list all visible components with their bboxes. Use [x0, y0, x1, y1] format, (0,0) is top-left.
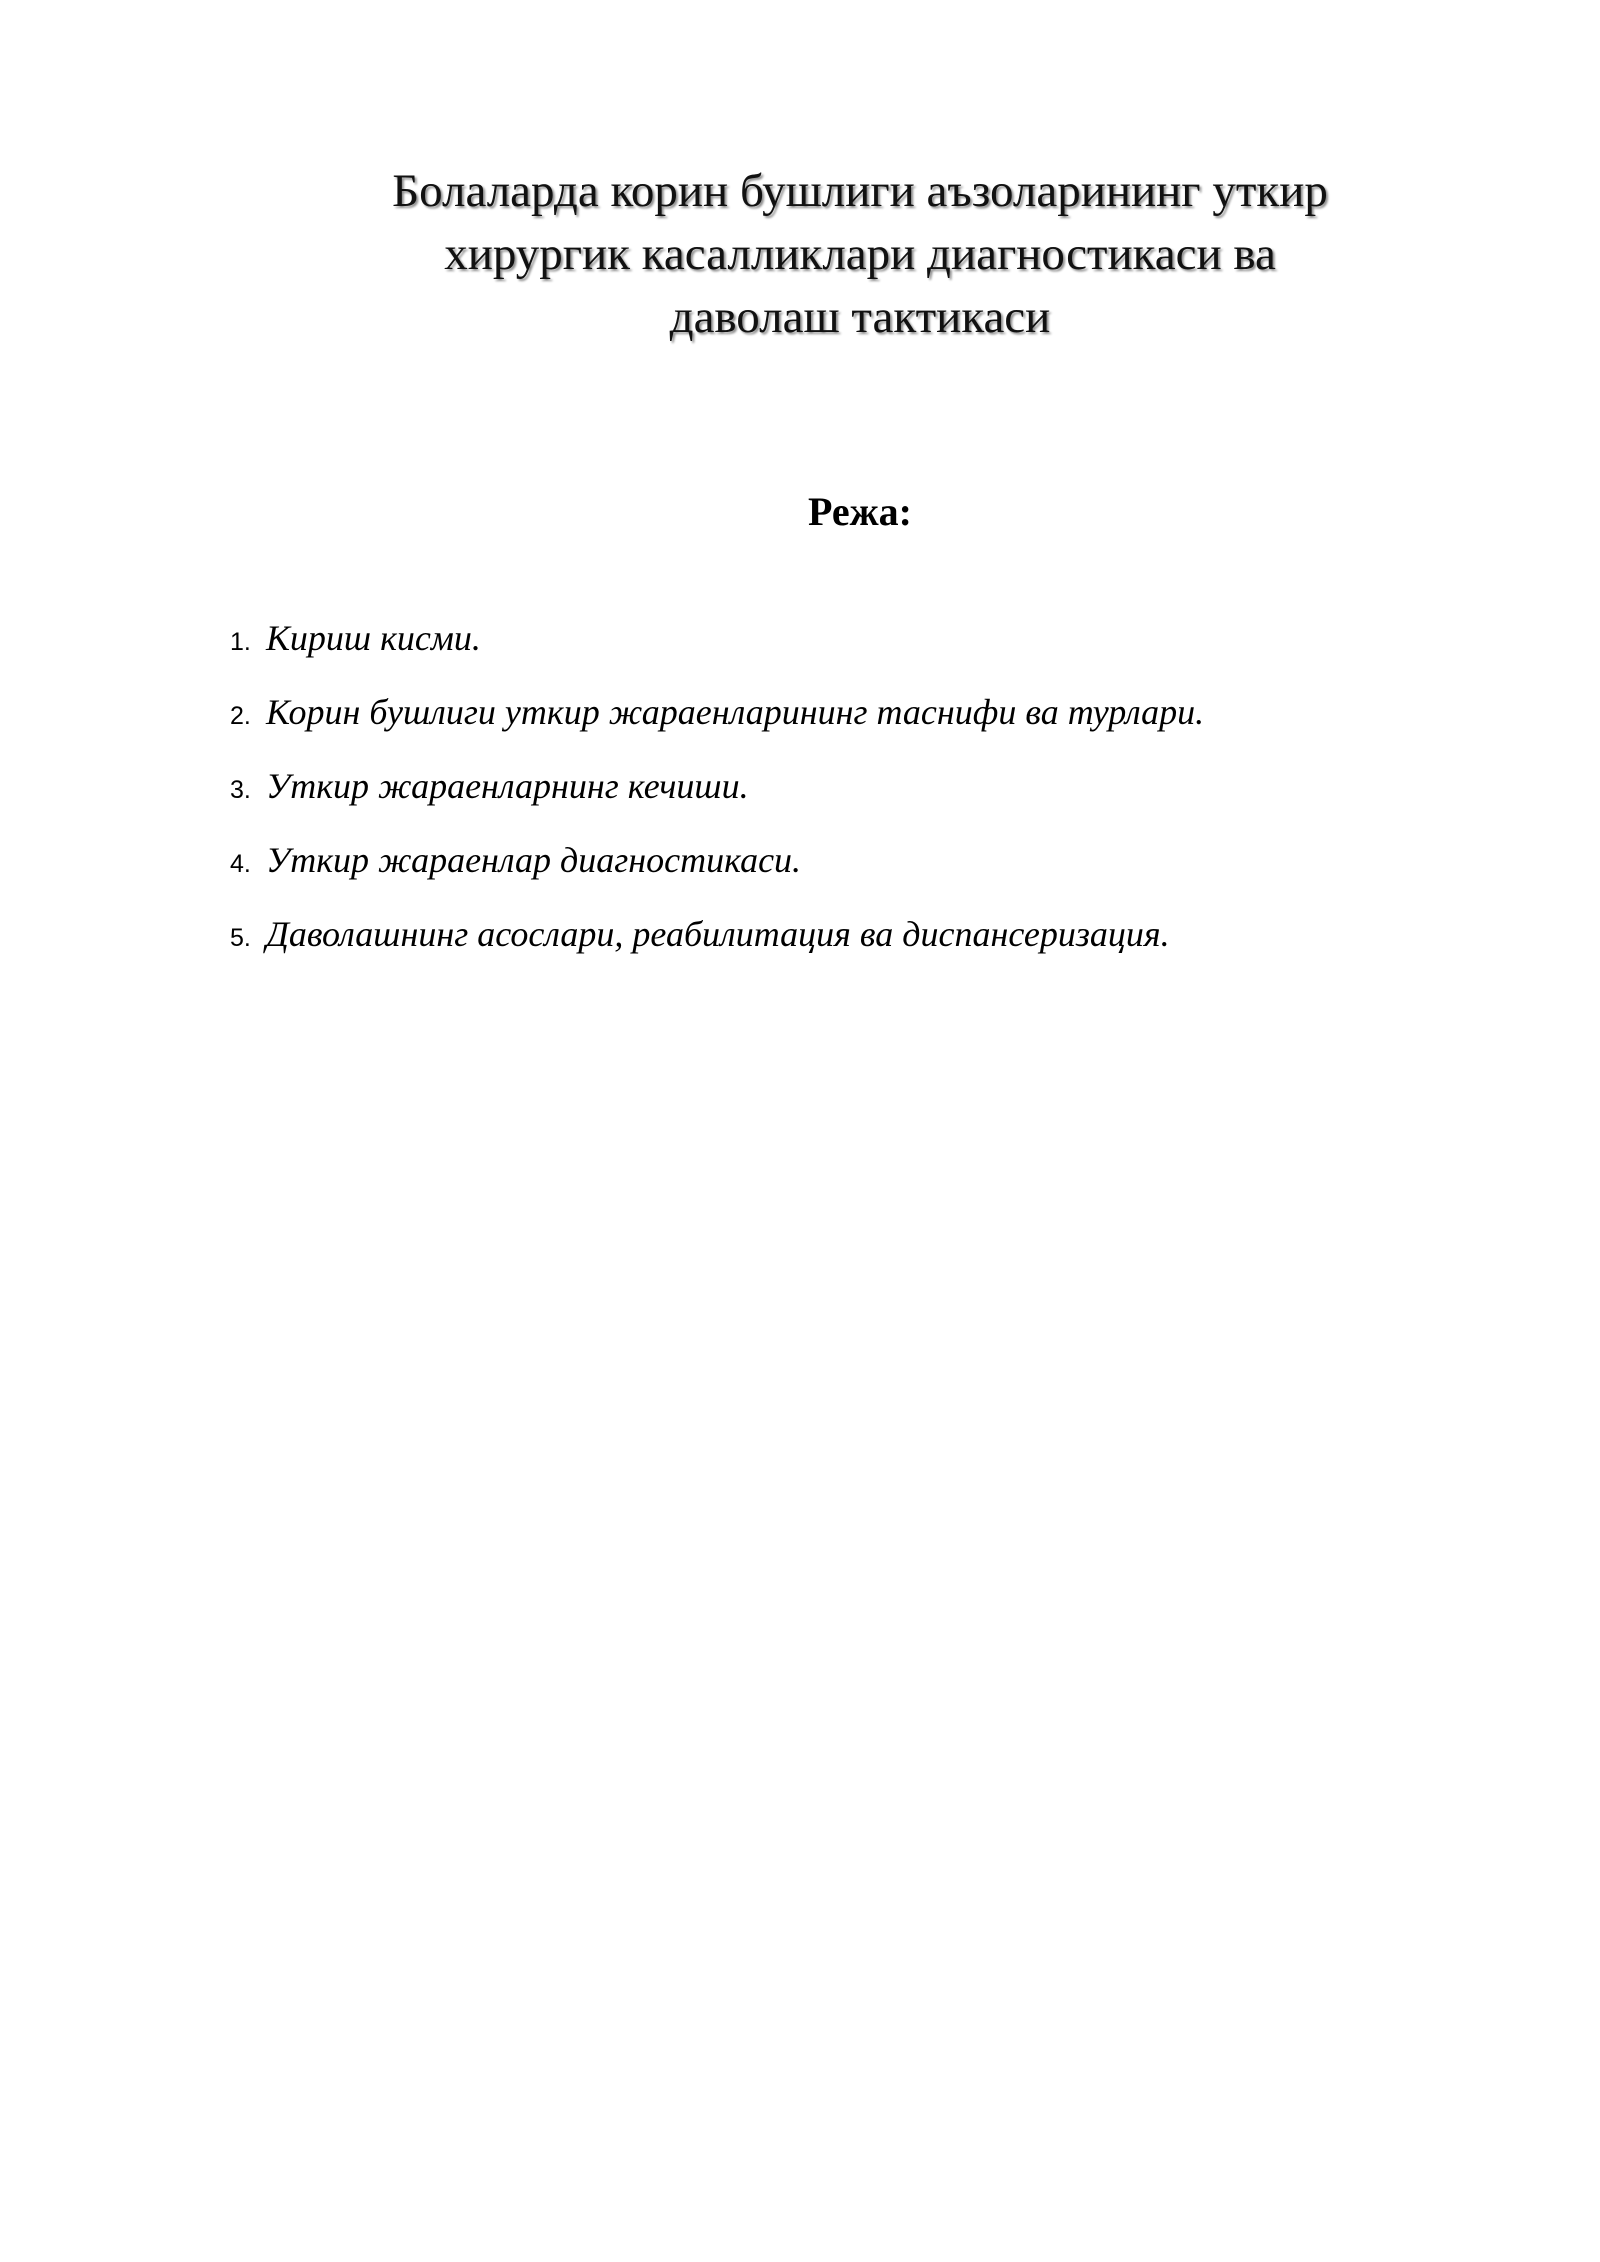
plan-item-text: Кириш кисми. — [266, 618, 481, 658]
plan-item — [230, 906, 1530, 980]
plan-item-number: 5. — [230, 924, 251, 952]
plan-item — [230, 758, 1530, 832]
plan-item-text: Уткир жараенларнинг кечиши. — [266, 766, 749, 806]
document-title — [200, 160, 1520, 349]
plan-item-text: Уткир жараенлар диагностикаси. — [266, 840, 802, 880]
plan-heading: Режа: — [808, 489, 912, 534]
title-line-1: Болаларда корин бушлиги аъзоларининг уткир — [392, 165, 1328, 217]
plan-list — [230, 610, 1530, 980]
title-line-3: даволаш тактикаси — [669, 291, 1051, 343]
plan-item-text: Даволашнинг асослари, реабилитация ва диспансеризация. — [266, 914, 1170, 954]
plan-item-number: 1. — [230, 628, 251, 656]
title-line-2: хирургик касалликлари диагностикаси ва — [444, 228, 1276, 280]
plan-item-number: 2. — [230, 702, 251, 730]
plan-item-text: Корин бушлиги уткир жараенларининг таснифи ва турлари. — [266, 692, 1205, 732]
plan-item — [230, 832, 1530, 906]
plan-item-number: 4. — [230, 850, 251, 878]
plan-item — [230, 684, 1530, 758]
plan-item — [230, 610, 1530, 684]
plan-item-number: 3. — [230, 776, 251, 804]
